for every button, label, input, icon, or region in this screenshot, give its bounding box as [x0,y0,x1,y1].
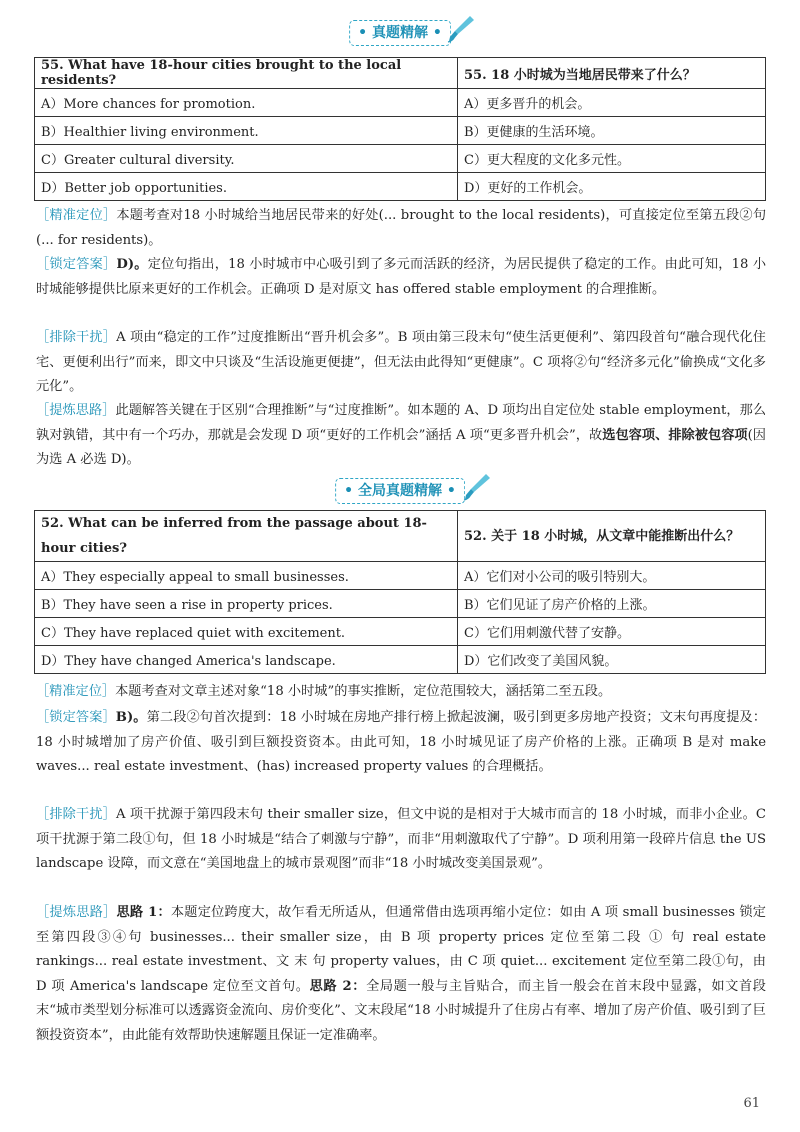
brush-icon [462,472,492,502]
banner-title: • 全局真题精解 • [335,478,465,504]
tag-label: ［锁定答案］ [36,710,116,725]
option-en: D）They have changed America's landscape. [35,646,458,674]
question-table-52 [34,510,766,674]
tag-label: ［排除干扰］ [36,807,116,822]
analysis-eliminate [36,326,766,400]
analysis-text: A 项干扰源于第四段末句 their smaller size，但文中说的是相对于大城市而言的 18 小时城，而非小企业。C 项干扰源于第二段①句，但 18 小时城是“结合了刺激与宁静”，而非“用刺激取代了宁静”。D 项利用第一段碎片信息 the US landscape 设障，而文意在“美国地盘上的城市景观图”而非“18 小时城改变美国景观”。 [36,807,767,871]
answer-letter: D)。 [116,257,148,272]
option-en: A）They especially appeal to small businesses. [35,562,458,590]
analysis-text: 本题考查对文章主述对象“18 小时城”的事实推断，定位范围较大，涵括第二至五段。 [115,684,612,699]
analysis-text: A 项由“稳定的工作”过度推断出“晋升机会多”。B 项由第三段末句“使生活更便利”、第四段首句“融合现代化住宅、更便利出行”而来，即文中只谈及“生活设施更便捷”，但无法由此得知“更健康”。C 项将②句“经济多元化”偷换成“文化多元化”。 [36,330,766,394]
analysis-strategy [36,901,766,1048]
option-zh: D）它们改变了美国风貌。 [458,646,766,674]
analysis-answer [36,706,766,780]
option-zh: C）它们用刺激代替了安静。 [458,618,766,646]
tag-label: ［锁定答案］ [36,257,117,272]
option-en: C）Greater cultural diversity. [35,145,458,173]
answer-letter: B)。 [115,710,147,725]
option-en: B）They have seen a rise in property prices. [35,590,458,618]
section-banner-2 [0,478,800,510]
tag-label: ［精准定位］ [36,208,117,223]
tag-label: ［提炼思路］ [36,403,116,418]
question-table-55 [34,57,766,201]
option-zh: D）更好的工作机会。 [458,173,766,201]
analysis-strategy [36,399,766,473]
emphasis-text: 思路 1： [116,905,171,920]
analysis-text: 全局题一般与主旨贴合，而主旨一般会在首末段中显露，如文首段末“城市类型划分标准可以透露资金流向、房价变化”、文末段尾“18 小时城提升了住房占有率、增加了房产价值、吸引到了巨额投资资本”，由此能有效帮助快速解题且保证一定准确率。 [36,978,766,1043]
banner-title: • 真题精解 • [349,20,451,46]
analysis-text: 定位句指出，18 小时城市中心吸引到了多元而活跃的经济，为居民提供了稳定的工作。由此可知，18 小时城能够提供比原来更好的工作机会。正确项 D 是对原文 has offered stable employment 的合理推断。 [36,257,767,297]
option-en: A）More chances for promotion. [35,89,458,117]
analysis-text: 第二段②句首次提到：18 小时城在房地产排行榜上掀起波澜，吸引到更多房地产投资；文末句再度提及：18 小时城增加了房产价值、吸引到巨额投资资本。由此可知，18 小时城见证了房产价格的上涨。正确项 B 是对 make waves... real estate investment、(has) increased property values 的合理概括。 [36,710,767,774]
option-zh: A）更多晋升的机会。 [458,89,766,117]
emphasis-text: 思路 2： [309,978,367,994]
analysis-answer [36,253,766,302]
option-en: C）They have replaced quiet with excitement. [35,618,458,646]
emphasis-text: 选包容项、排除被包容项 [602,427,748,443]
option-zh: C）更大程度的文化多元性。 [458,145,766,173]
analysis-text: 本题定位跨度大，故乍看无所适从，但通常借由选项再缩小定位：如由 A 项 small businesses 锁定至第四段③④句 businesses... their smaller size，由 B 项 property prices 定位至第二段 ① 句 real estate rankings... real estate investment、文 末 句 property values，由 C 项 quiet... excitement 定位至第二段①句，由 D 项 America's landscape 定位至文首句。 [36,905,766,994]
tag-label: ［提炼思路］ [36,905,117,920]
option-en: B）Healthier living environment. [35,117,458,145]
analysis-text: 本题考查对18 小时城给当地居民带来的好处(... brought to the local residents)，可直接定位至第五段②句(... for residents)。 [36,208,767,248]
analysis-locate [36,680,766,705]
option-zh: B）它们见证了房产价格的上涨。 [458,590,766,618]
analysis-text: 此题解答关键在于区别“合理推断”与“过度推断”。如本题的 A、D 项均出自定位处 stable employment，那么孰对孰错，其中有一个巧办，那就是会发现 D 项“更好的工作机会”涵括 A 项“更多晋升机会”，故 [36,403,767,443]
option-en: D）Better job opportunities. [35,173,458,201]
analysis-text: (因为选 A 必选 D)。 [36,427,766,467]
question-en: 55. What have 18-hour cities brought to the local residents? [35,58,458,89]
question-en: 52. What can be inferred from the passage about 18-hour cities? [35,511,458,562]
tag-label: ［排除干扰］ [36,330,117,345]
brush-icon [446,14,476,44]
question-zh: 52. 关于 18 小时城，从文章中能推断出什么？ [458,511,766,562]
section-banner-1 [0,20,800,52]
page-number: 61 [743,1096,760,1111]
analysis-eliminate [36,803,766,877]
tag-label: ［精准定位］ [36,684,116,699]
analysis-locate [36,204,766,253]
option-zh: A）它们对小公司的吸引特别大。 [458,562,766,590]
option-zh: B）更健康的生活环境。 [458,117,766,145]
question-zh: 55. 18 小时城为当地居民带来了什么？ [458,58,766,89]
